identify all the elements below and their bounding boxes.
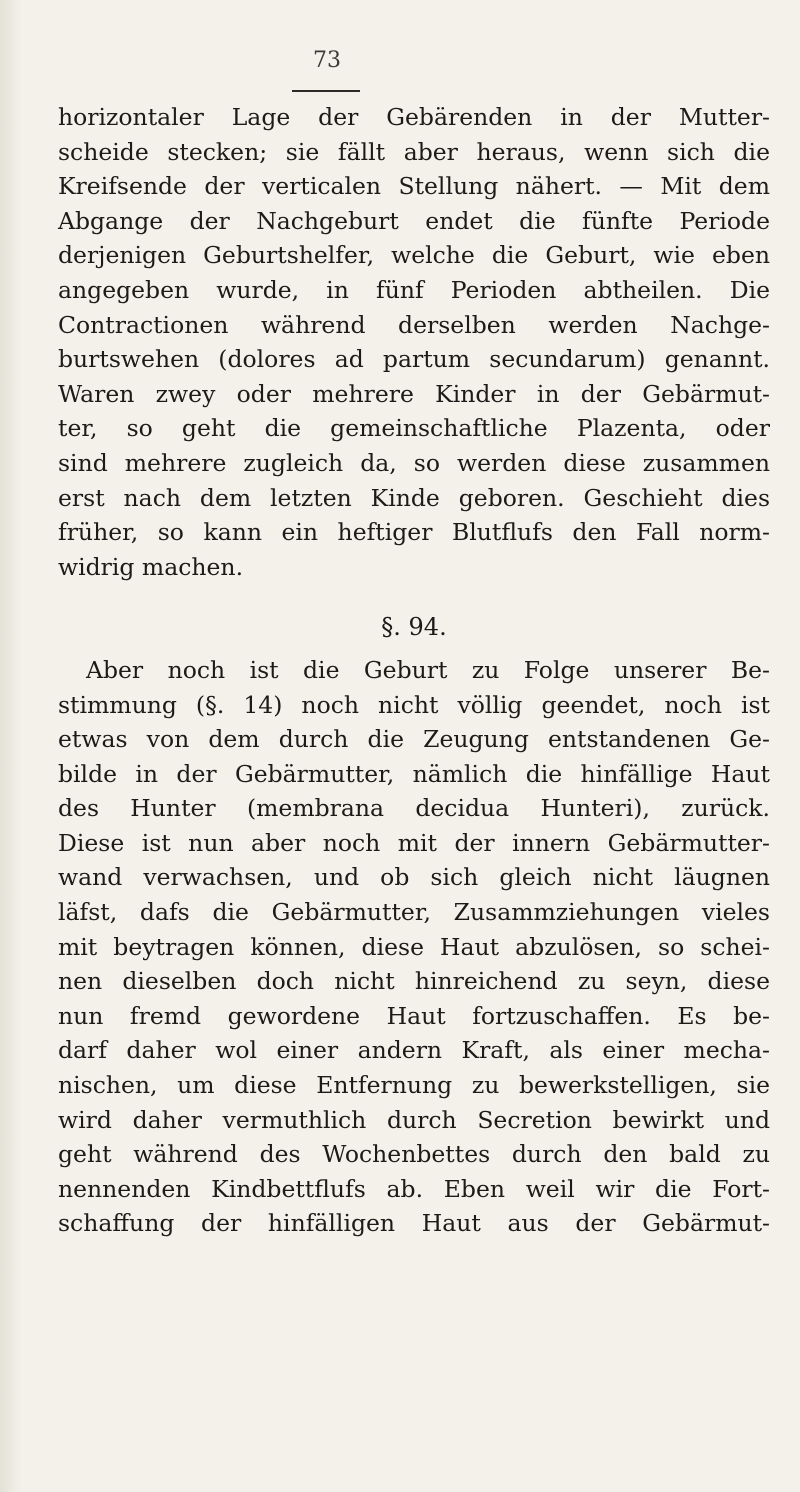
text-line: angegeben wurde, in fünf Perioden abtheilen. Die xyxy=(58,275,770,304)
text-line: Diese ist nun aber noch mit der innern Gebärmutter- xyxy=(58,828,770,857)
text-line: nen dieselben doch nicht hinreichend zu seyn, diese xyxy=(58,967,770,996)
text-line: Aber noch ist die Geburt zu Folge unserer Be- xyxy=(86,655,770,684)
text-line: erst nach dem letzten Kinde geboren. Geschieht dies xyxy=(58,483,770,512)
text-line: wand verwachsen, und ob sich gleich nicht läugnen xyxy=(58,863,770,892)
text-line: scheide stecken; sie fällt aber heraus, wenn sich die xyxy=(58,137,770,166)
text-line: Abgange der Nachgeburt endet die fünfte Periode xyxy=(58,206,770,235)
text-line: widrig machen. xyxy=(58,552,244,581)
text-line: darf daher wol einer andern Kraft, als einer mecha- xyxy=(58,1036,770,1065)
text-line: Waren zwey oder mehrere Kinder in der Gebärmut- xyxy=(58,379,770,408)
text-line: derjenigen Geburtshelfer, welche die Geburt, wie eben xyxy=(58,241,770,270)
text-line: geht während des Wochenbettes durch den bald zu xyxy=(58,1140,770,1169)
text-line: nischen, um diese Entfernung zu bewerkstelligen, sie xyxy=(58,1071,770,1100)
page-edge-shadow xyxy=(0,0,22,1492)
paragraph-2 xyxy=(58,653,770,1241)
text-line: bilde in der Gebärmutter, nämlich die hinfällige Haut xyxy=(58,759,770,788)
text-line: nun fremd gewordene Haut fortzuschaffen. Es be- xyxy=(58,1001,770,1030)
text-line: läfst, dafs die Gebärmutter, Zusammziehungen vieles xyxy=(58,898,770,927)
text-line: burtswehen (dolores ad partum secundarum) genannt. xyxy=(58,345,770,374)
body-text xyxy=(58,100,770,1241)
text-line: schaffung der hinfälligen Haut aus der Gebärmut- xyxy=(58,1209,770,1238)
text-line: des Hunter (membrana decidua Hunteri), zurück. xyxy=(58,794,770,823)
text-line: ter, so geht die gemeinschaftliche Plazenta, oder xyxy=(58,414,770,443)
section-heading: §. 94. xyxy=(381,613,447,642)
text-line: nennenden Kindbettflufs ab. Eben weil wir die Fort- xyxy=(58,1174,770,1203)
page-number: 73 xyxy=(313,48,341,73)
text-line: etwas von dem durch die Zeugung entstandenen Ge- xyxy=(58,725,770,754)
text-line: Kreifsende der verticalen Stellung nähert. — Mit dem xyxy=(58,172,770,201)
paragraph-1 xyxy=(58,100,770,584)
text-line: mit beytragen können, diese Haut abzulösen, so schei- xyxy=(58,932,770,961)
text-line: Contractionen während derselben werden Nachge- xyxy=(58,310,770,339)
header-rule xyxy=(292,90,360,92)
text-line: früher, so kann ein heftiger Blutflufs den Fall norm- xyxy=(58,518,770,547)
text-line: sind mehrere zugleich da, so werden diese zusammen xyxy=(58,448,770,477)
text-line: horizontaler Lage der Gebärenden in der Mutter- xyxy=(58,103,770,131)
text-line: stimmung (§. 14) noch nicht völlig geendet, noch ist xyxy=(58,690,770,719)
text-line: wird daher vermuthlich durch Secretion bewirkt und xyxy=(58,1105,770,1134)
